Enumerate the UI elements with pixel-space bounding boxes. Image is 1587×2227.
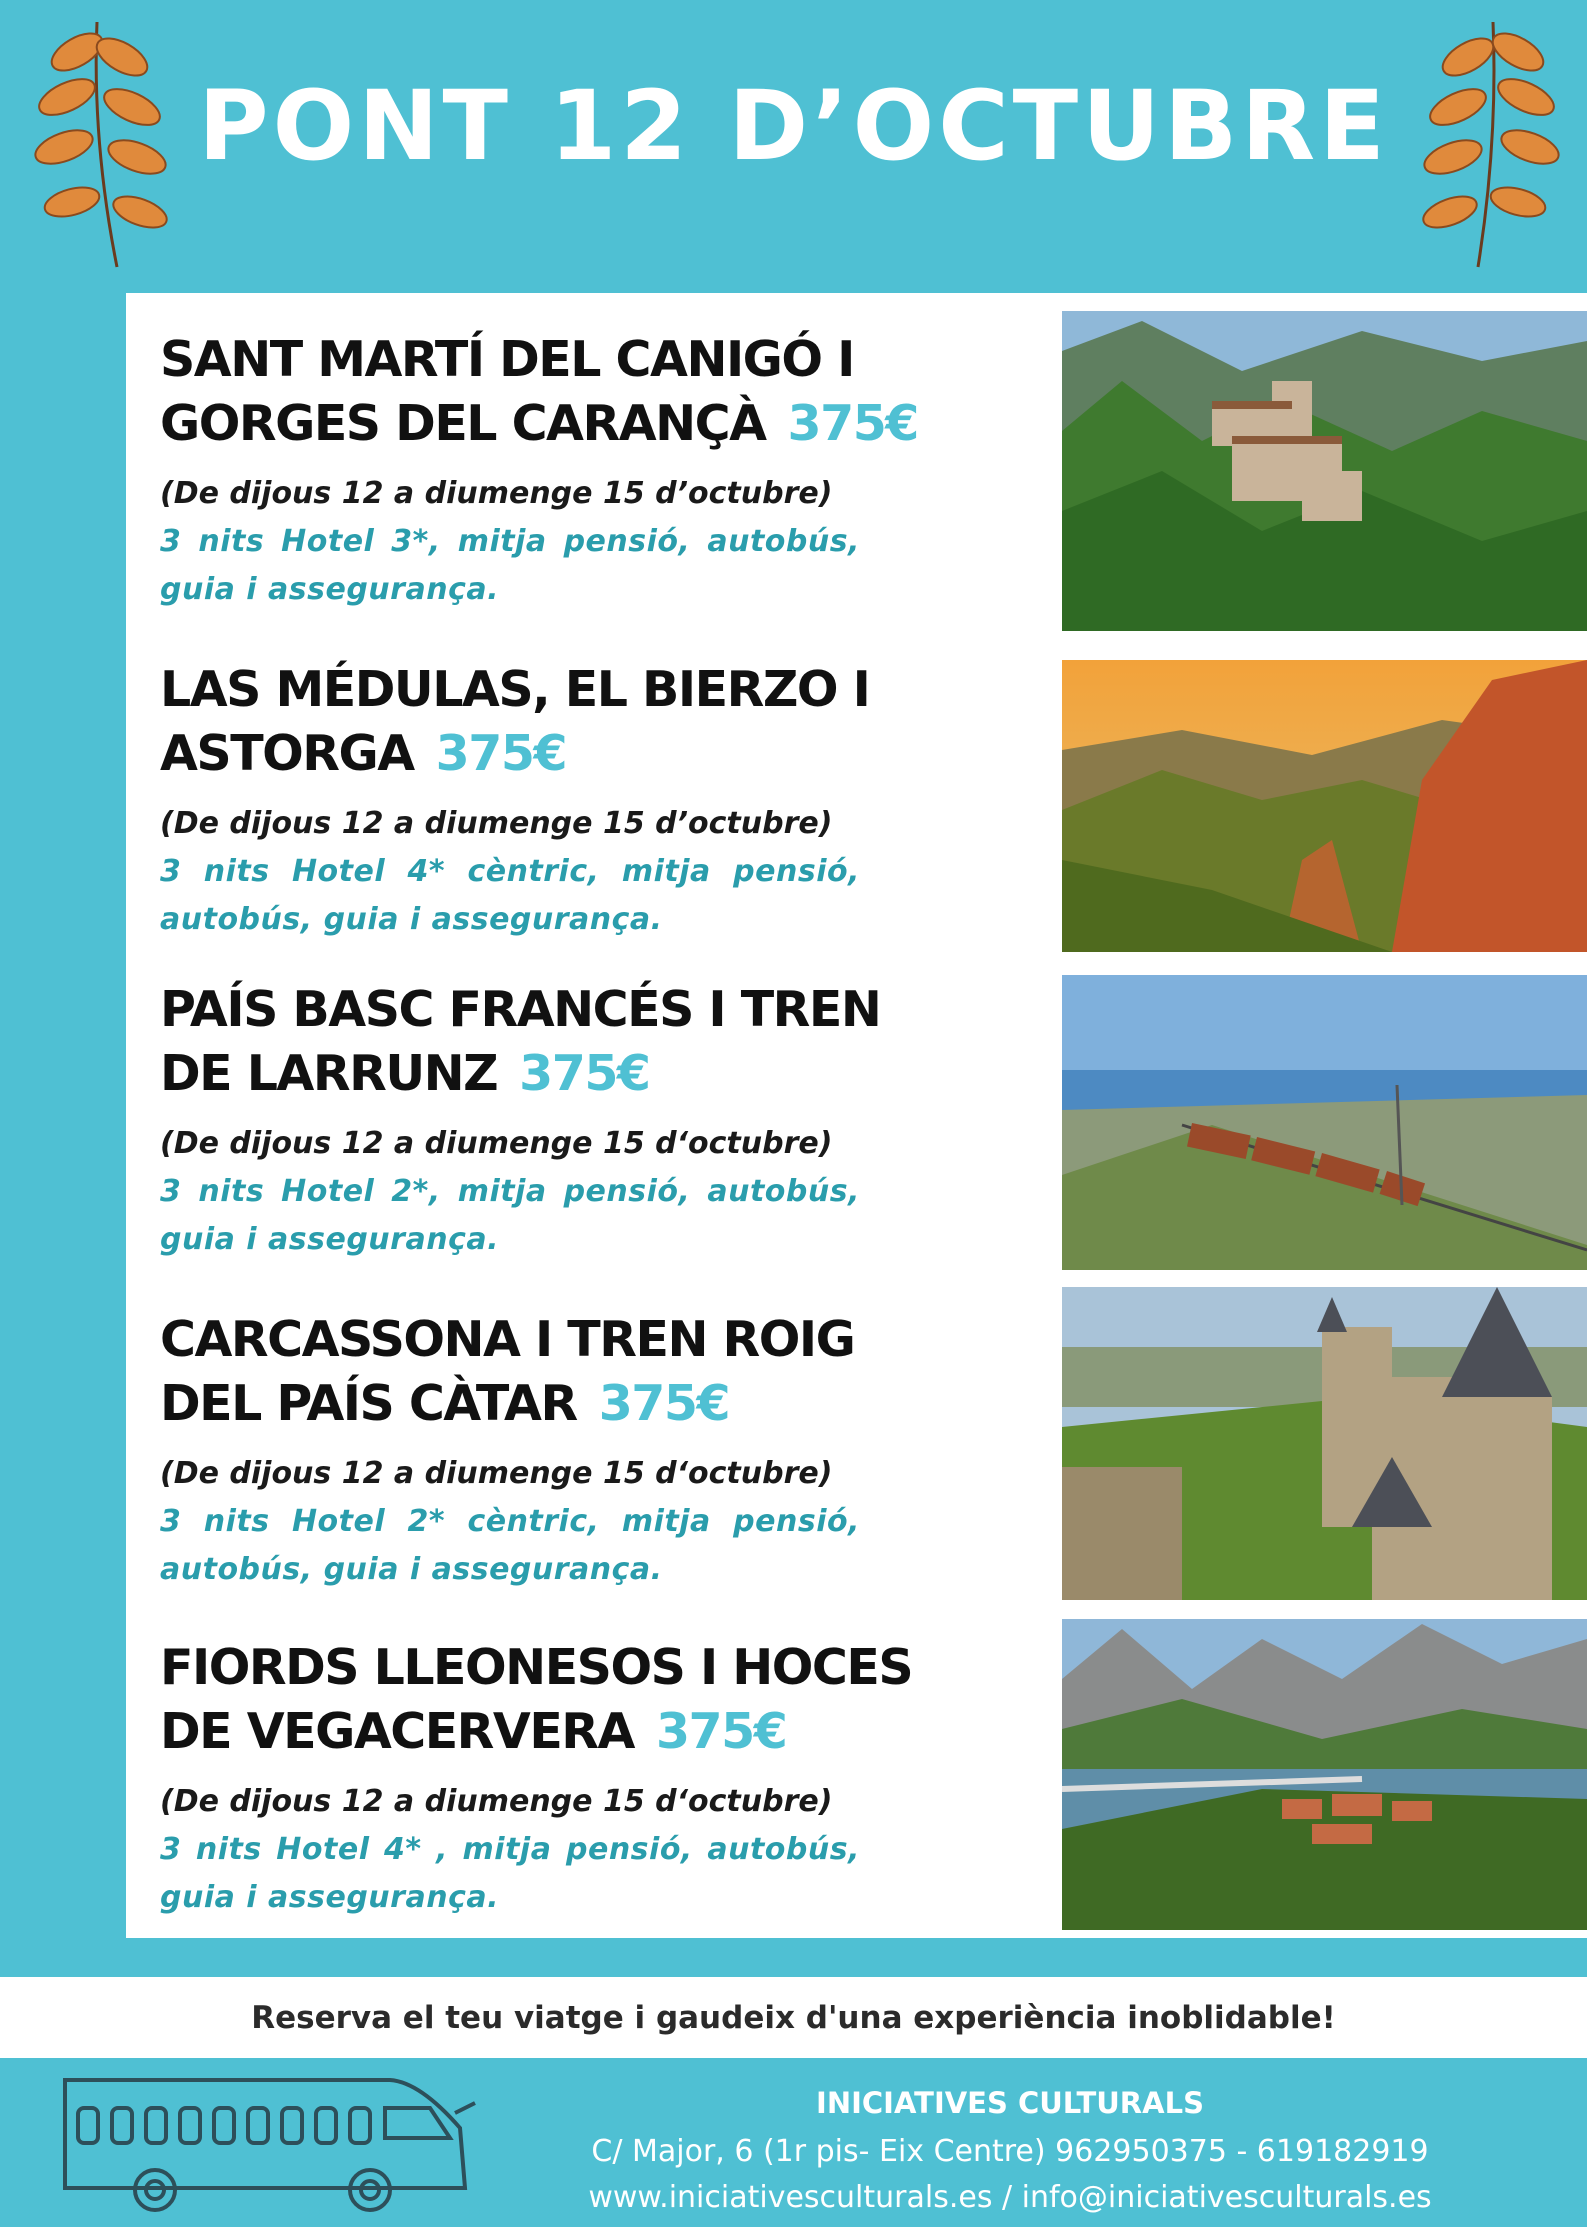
company-address: C/ Major, 6 (1r pis- Eix Centre) 962950375 - 619182919 xyxy=(591,2134,1429,2169)
trip-title-line1: CARCASSONA I TREN ROIG xyxy=(160,1311,855,1368)
trip-title-line2: DE LARRUNZ xyxy=(160,1045,498,1102)
trip-price: 375€ xyxy=(598,1375,730,1432)
trip-price: 375€ xyxy=(655,1703,787,1760)
company-name: INICIATIVES CULTURALS xyxy=(816,2086,1204,2120)
trip-card xyxy=(160,1308,1060,1594)
trip-details: 3 nits Hotel 4* , mitja pensió, autobús, guia i assegurança. xyxy=(160,1832,860,1915)
trip-title-line1: SANT MARTÍ DEL CANIGÓ I xyxy=(160,331,854,388)
trip-photo-mountain-monastery xyxy=(1062,311,1587,631)
trip-price: 375€ xyxy=(519,1045,650,1102)
trip-card xyxy=(160,978,1060,1264)
trip-title-line1: PAÍS BASC FRANCÉS I TREN xyxy=(160,981,881,1038)
page-title: PONT 12 D’OCTUBRE xyxy=(198,70,1389,182)
trip-dates: (De dijous 12 a diumenge 15 d‘octubre) xyxy=(160,1126,833,1161)
trip-photo-lake-village xyxy=(1062,1619,1587,1930)
banner-text: Reserva el teu viatge i gaudeix d'una experiència inoblidable! xyxy=(251,1999,1336,2036)
trip-card xyxy=(160,1636,1060,1922)
trip-details: 3 nits Hotel 2* cèntric, mitja pensió, autobús, guia i assegurança. xyxy=(160,1504,860,1587)
trip-title-line2: GORGES DEL CARANÇÀ xyxy=(160,395,766,452)
trip-price: 375€ xyxy=(787,395,918,452)
trip-details: 3 nits Hotel 3*, mitja pensió, autobús, guia i assegurança. xyxy=(160,524,860,607)
reservation-banner xyxy=(0,1977,1587,2058)
trip-title xyxy=(160,978,1060,1106)
trip-photo-castle-towers xyxy=(1062,1287,1587,1600)
company-website[interactable]: www.iniciativesculturals.es / info@iniciativesculturals.es xyxy=(588,2180,1432,2215)
trip-photo-mountain-train xyxy=(1062,975,1587,1270)
trip-title xyxy=(160,1308,1060,1436)
trip-title-line1: FIORDS LLEONESOS I HOCES xyxy=(160,1639,913,1696)
trip-title xyxy=(160,1636,1060,1764)
trip-dates: (De dijous 12 a diumenge 15 d‘octubre) xyxy=(160,1784,833,1819)
bus-icon xyxy=(60,2068,480,2218)
trip-details: 3 nits Hotel 4* cèntric, mitja pensió, autobús, guia i assegurança. xyxy=(160,854,860,937)
trip-title-line1: LAS MÉDULAS, EL BIERZO I xyxy=(160,661,870,718)
trip-details: 3 nits Hotel 2*, mitja pensió, autobús, guia i assegurança. xyxy=(160,1174,860,1257)
trip-card xyxy=(160,658,1060,944)
trip-dates: (De dijous 12 a diumenge 15 d’octubre) xyxy=(160,476,833,511)
trip-photo-red-rocks-sunset xyxy=(1062,660,1587,952)
trip-title xyxy=(160,658,1060,786)
trip-title-line2: DEL PAÍS CÀTAR xyxy=(160,1375,577,1432)
trip-title xyxy=(160,328,1060,456)
trip-title-line2: DE VEGACERVERA xyxy=(160,1703,634,1760)
trip-card xyxy=(160,328,1060,614)
trip-price: 375€ xyxy=(435,725,567,782)
trip-title-line2: ASTORGA xyxy=(160,725,414,782)
trip-dates: (De dijous 12 a diumenge 15 d‘octubre) xyxy=(160,1456,833,1491)
trip-dates: (De dijous 12 a diumenge 15 d’octubre) xyxy=(160,806,833,841)
